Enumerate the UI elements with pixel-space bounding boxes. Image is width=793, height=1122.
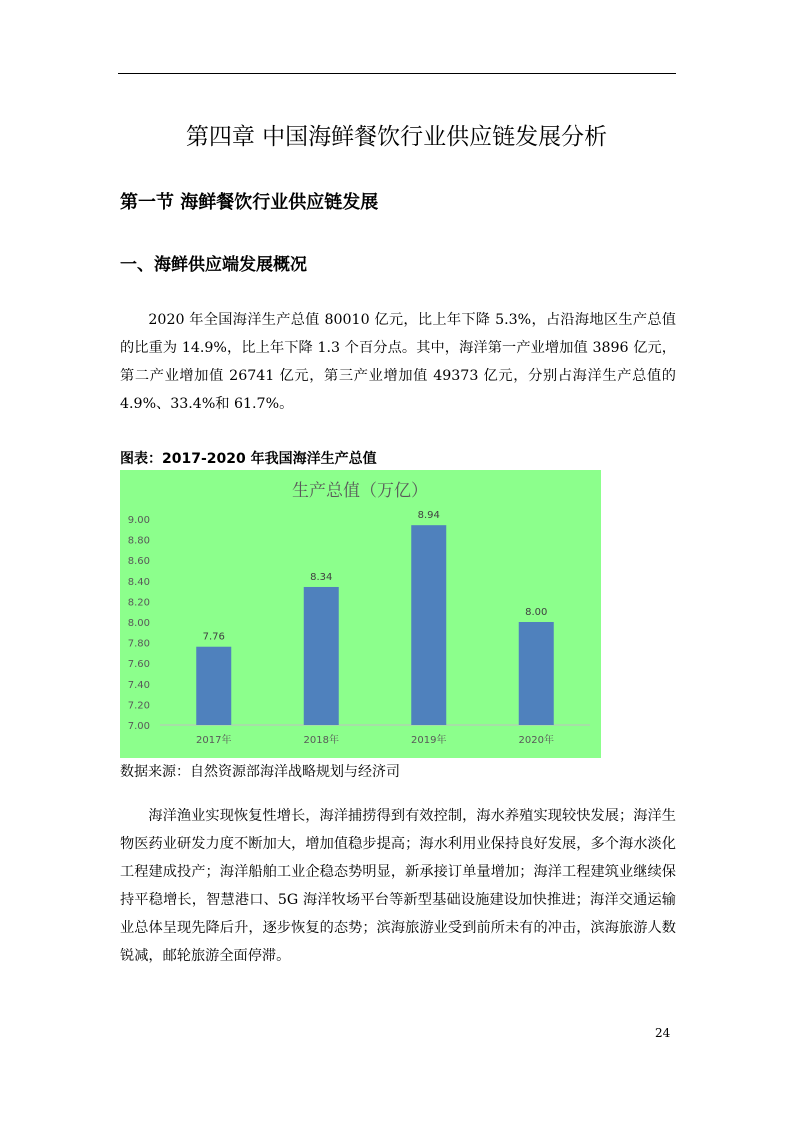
y-tick-label: 8.80	[127, 535, 150, 547]
chapter-title: 第四章 中国海鲜餐饮行业供应链发展分析	[185, 124, 608, 150]
y-tick-label: 7.20	[127, 700, 150, 712]
bar-value-label: 8.00	[525, 607, 548, 618]
figure-caption: 图表：2017-2020 年我国海洋生产总值	[120, 451, 377, 467]
bar-2017年	[196, 647, 231, 725]
paragraph-ocean-gdp: 2020 年全国海洋生产总值 80010 亿元，比上年下降 5.3%，占沿海地区生产总值的比重为 14.9%，比上年下降 1.3 个百分点。其中，海洋第一产业增加值 3896 亿元，第二产业增加值 26741 亿元，第三产业增加值 49373 亿元，分别占海洋生产总值的 4.9%、33.4%和 61.7%。	[120, 312, 676, 412]
x-tick-label: 2019年	[411, 735, 447, 746]
y-tick-label: 8.20	[127, 597, 150, 609]
bar-value-label: 7.76	[202, 631, 225, 643]
y-tick-label: 9.00	[127, 515, 150, 526]
y-tick-label: 7.40	[127, 679, 150, 691]
x-tick-label: 2017年	[196, 735, 232, 746]
y-tick-label: 8.00	[127, 618, 150, 629]
x-tick-label: 2018年	[303, 735, 339, 746]
header-rule	[118, 73, 676, 74]
y-tick-label: 7.00	[127, 721, 150, 732]
bar-value-label: 8.94	[417, 510, 440, 522]
paragraph-industry-overview: 海洋渔业实现恢复性增长，海洋捕捞得到有效控制，海水养殖实现较快发展；海洋生物医药业研发力度不断加大，增加值稳步提高；海水利用业保持良好发展，多个海水淡化工程建成投产；海洋船舶工业企稳态势明显，新承接订单量增加；海洋工程建筑业继续保持平稳增长，智慧港口、5G 海洋牧场平台等新型基础设施建设加快推进；海洋交通运输业总体呈现先降后升，逐步恢复的态势；滨海旅游业受到前所未有的冲击，滨海旅游人数锐减，邮轮旅游全面停滞。	[120, 808, 676, 964]
bar-2020年	[519, 622, 554, 725]
bar-value-label: 8.34	[310, 571, 333, 583]
bar-chart-svg	[120, 470, 601, 758]
x-tick-label: 2020年	[518, 735, 554, 746]
subsection-title: 一、海鲜供应端发展概况	[120, 255, 307, 275]
bar-2018年	[304, 587, 339, 725]
y-tick-label: 7.60	[127, 659, 150, 671]
y-tick-label: 8.40	[127, 576, 150, 588]
bar-2019年	[411, 525, 446, 725]
data-source: 数据来源：自然资源部海洋战略规划与经济司	[120, 764, 400, 780]
chart-title: 生产总值（万亿）	[292, 481, 428, 501]
bar-chart	[120, 470, 601, 758]
section-title: 第一节 海鲜餐饮行业供应链发展	[120, 192, 379, 213]
page-number: 24	[655, 1026, 671, 1040]
y-tick-label: 7.80	[127, 638, 150, 650]
y-tick-label: 8.60	[127, 556, 150, 568]
